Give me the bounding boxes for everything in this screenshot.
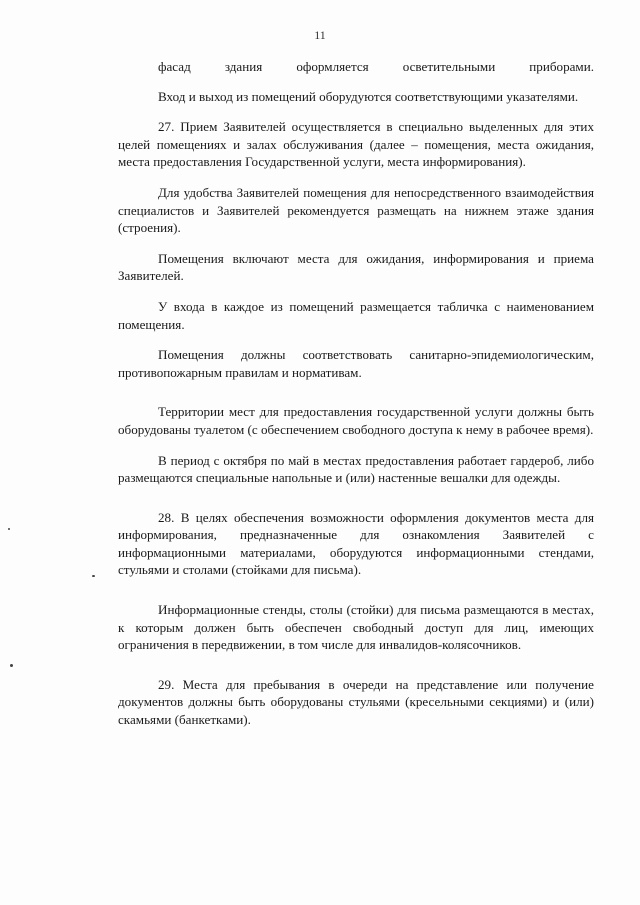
paragraph: 28. В целях обеспечения возможности оформления документов места для информирования, предназначенные для ознакомления Заявителей с информационными материалами, оборудуются информационными стендами, стульями и столами (стойками для письма). xyxy=(118,509,594,578)
document-body xyxy=(118,58,594,729)
paragraph: фасад здания оформляется осветительными приборами. xyxy=(158,59,594,74)
paragraph: Территории мест для предоставления государственной услуги должны быть оборудованы туалетом (с обеспечением свободного доступа к нему в рабочее время). xyxy=(118,404,594,437)
paragraph: В период с октября по май в местах предоставления работает гардероб, либо размещаются специальные напольные и (или) настенные вешалки для одежды. xyxy=(118,452,594,486)
scan-speck xyxy=(8,528,10,530)
paragraph: Вход и выход из помещений оборудуются соответствующими указателями. xyxy=(158,88,579,104)
paragraph: Для удобства Заявителей помещения для непосредственного взаимодействия специалистов и Заявителей рекомендуется размещать на нижнем этаже здания (строения). xyxy=(118,184,594,236)
scan-speck xyxy=(10,664,13,667)
paragraph: Информационные стенды, столы (стойки) для письма размещаются в местах, к которым должен быть обеспечен свободный доступ для лиц, имеющих ограничения в передвижении, в том числе для инвалидов-колясочников. xyxy=(118,602,594,653)
paragraph: 27. Прием Заявителей осуществляется в специально выделенных для этих целей помещениях и залах обслуживания (далее – помещения, места ожидания, места предоставления Государственной услуги, места информирования). xyxy=(118,119,594,170)
paragraph: 29. Места для пребывания в очереди на представление или получение документов должны быть оборудованы стульями (кресельными секциями) и (или) скамьями (банкетками). xyxy=(118,676,594,728)
paragraph: Помещения должны соответствовать санитарно-эпидемиологическим, противопожарным правилам и нормативам. xyxy=(118,347,594,380)
paragraph: У входа в каждое из помещений размещается табличка с наименованием помещения. xyxy=(118,298,594,332)
paragraph: Помещения включают места для ожидания, информирования и приема Заявителей. xyxy=(118,250,594,284)
scan-speck xyxy=(92,575,95,577)
page-number: 11 xyxy=(314,28,326,42)
